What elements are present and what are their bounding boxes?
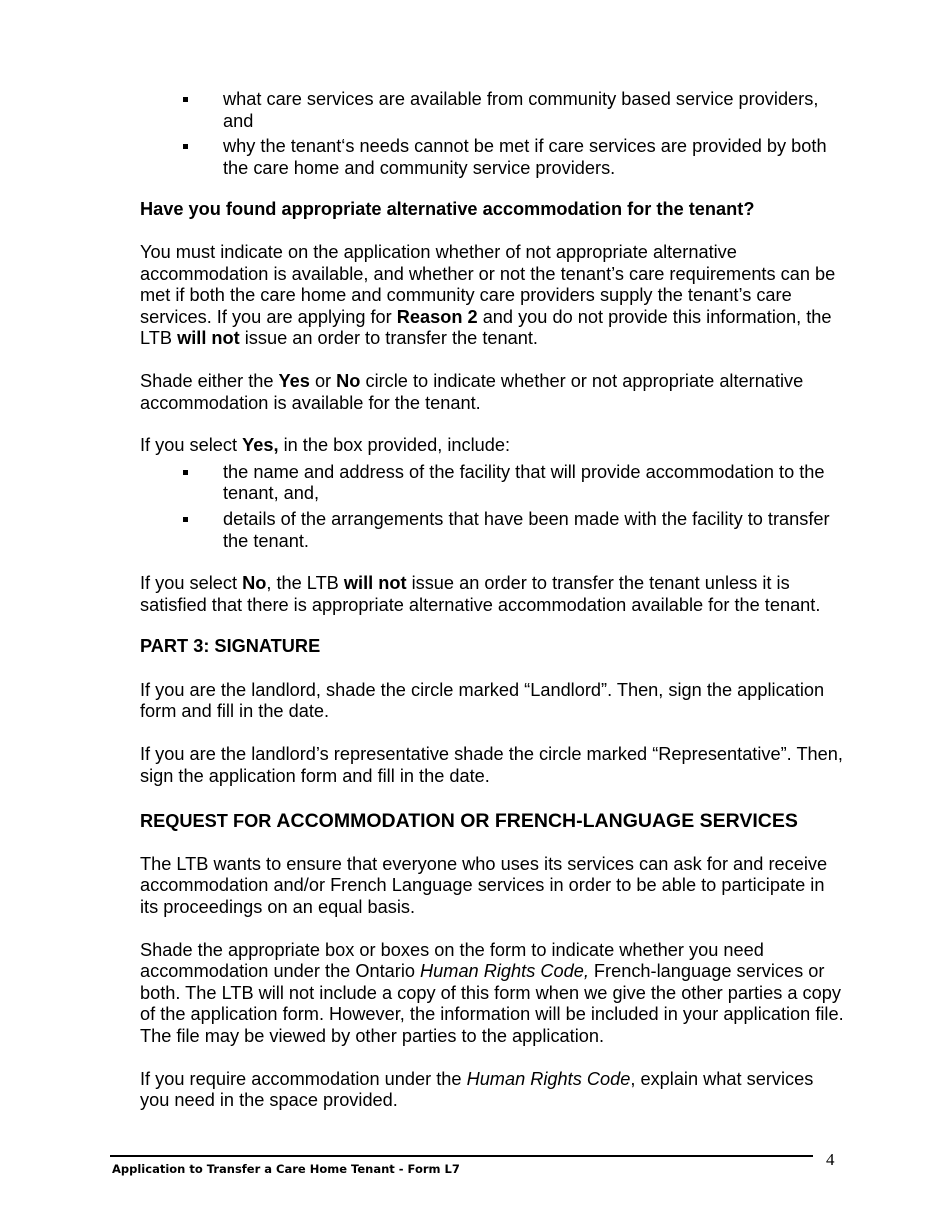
bullet-item: the name and address of the facility that will provide accommodation to the tenant, and,	[140, 462, 845, 505]
request-paragraph-1: The LTB wants to ensure that everyone who uses its services can ask for and receive accommodation and/or French Language services in order to be able to participate in its proceedings on an equal basis.	[140, 853, 828, 918]
intro-bullet-list	[140, 89, 845, 179]
request-paragraph-3: If you require accommodation under the Human Rights Code, explain what services you need in the space provided.	[140, 1068, 814, 1111]
alt-accommodation-paragraph-3: If you select Yes, in the box provided, include:	[140, 435, 511, 456]
signature-paragraph-2: If you are the landlord’s representative shade the circle marked “Representative”. Then, sign the application form and fill in the date.	[140, 744, 843, 786]
page-content	[140, 89, 845, 1112]
page-number: 4	[826, 1150, 835, 1169]
alt-accommodation-heading: Have you found appropriate alternative accommodation for the tenant?	[140, 199, 755, 220]
bullet-item: details of the arrangements that have been made with the facility to transfer the tenant.	[140, 509, 845, 552]
bullet-item: why the tenant‘s needs cannot be met if care services are provided by both the care home and community service providers.	[140, 136, 845, 179]
request-paragraph-2: Shade the appropriate box or boxes on the form to indicate whether you need accommodation under the Ontario Human Rights Code, French-language services or both. The LTB will not include a copy of this form when we give the other parties a copy of the application form. However, the information will be included in your application file. The file may be viewed by other parties to the application.	[140, 939, 844, 1046]
alt-accommodation-paragraph-4: If you select No, the LTB will not issue an order to transfer the tenant unless it is satisfied that there is appropriate alternative accommodation available for the tenant.	[140, 573, 821, 615]
alt-accommodation-paragraph-1: You must indicate on the application whether of not appropriate alternative accommodation is available, and whether or not the tenant’s care requirements can be met if both the care home and community care providers supply the tenant’s care services. If you are applying for Reason 2 and you do not provide this information, the LTB will not issue an order to transfer the tenant.	[140, 241, 836, 349]
footer-title: Application to Transfer a Care Home Tenant - Form L7	[112, 1162, 460, 1176]
signature-paragraph-1: If you are the landlord, shade the circle marked “Landlord”. Then, sign the application form and fill in the date.	[140, 679, 825, 722]
footer-rule	[110, 1155, 813, 1157]
alt-accommodation-bullet-list	[140, 462, 845, 552]
bullet-item: what care services are available from community based service providers, and	[140, 89, 845, 132]
signature-heading: PART 3: SIGNATURE	[140, 636, 321, 657]
alt-accommodation-paragraph-2: Shade either the Yes or No circle to indicate whether or not appropriate alternative accommodation is available for the tenant.	[140, 370, 804, 413]
request-heading: REQUEST FOR ACCOMMODATION OR FRENCH-LANGUAGE SERVICES	[140, 810, 798, 833]
